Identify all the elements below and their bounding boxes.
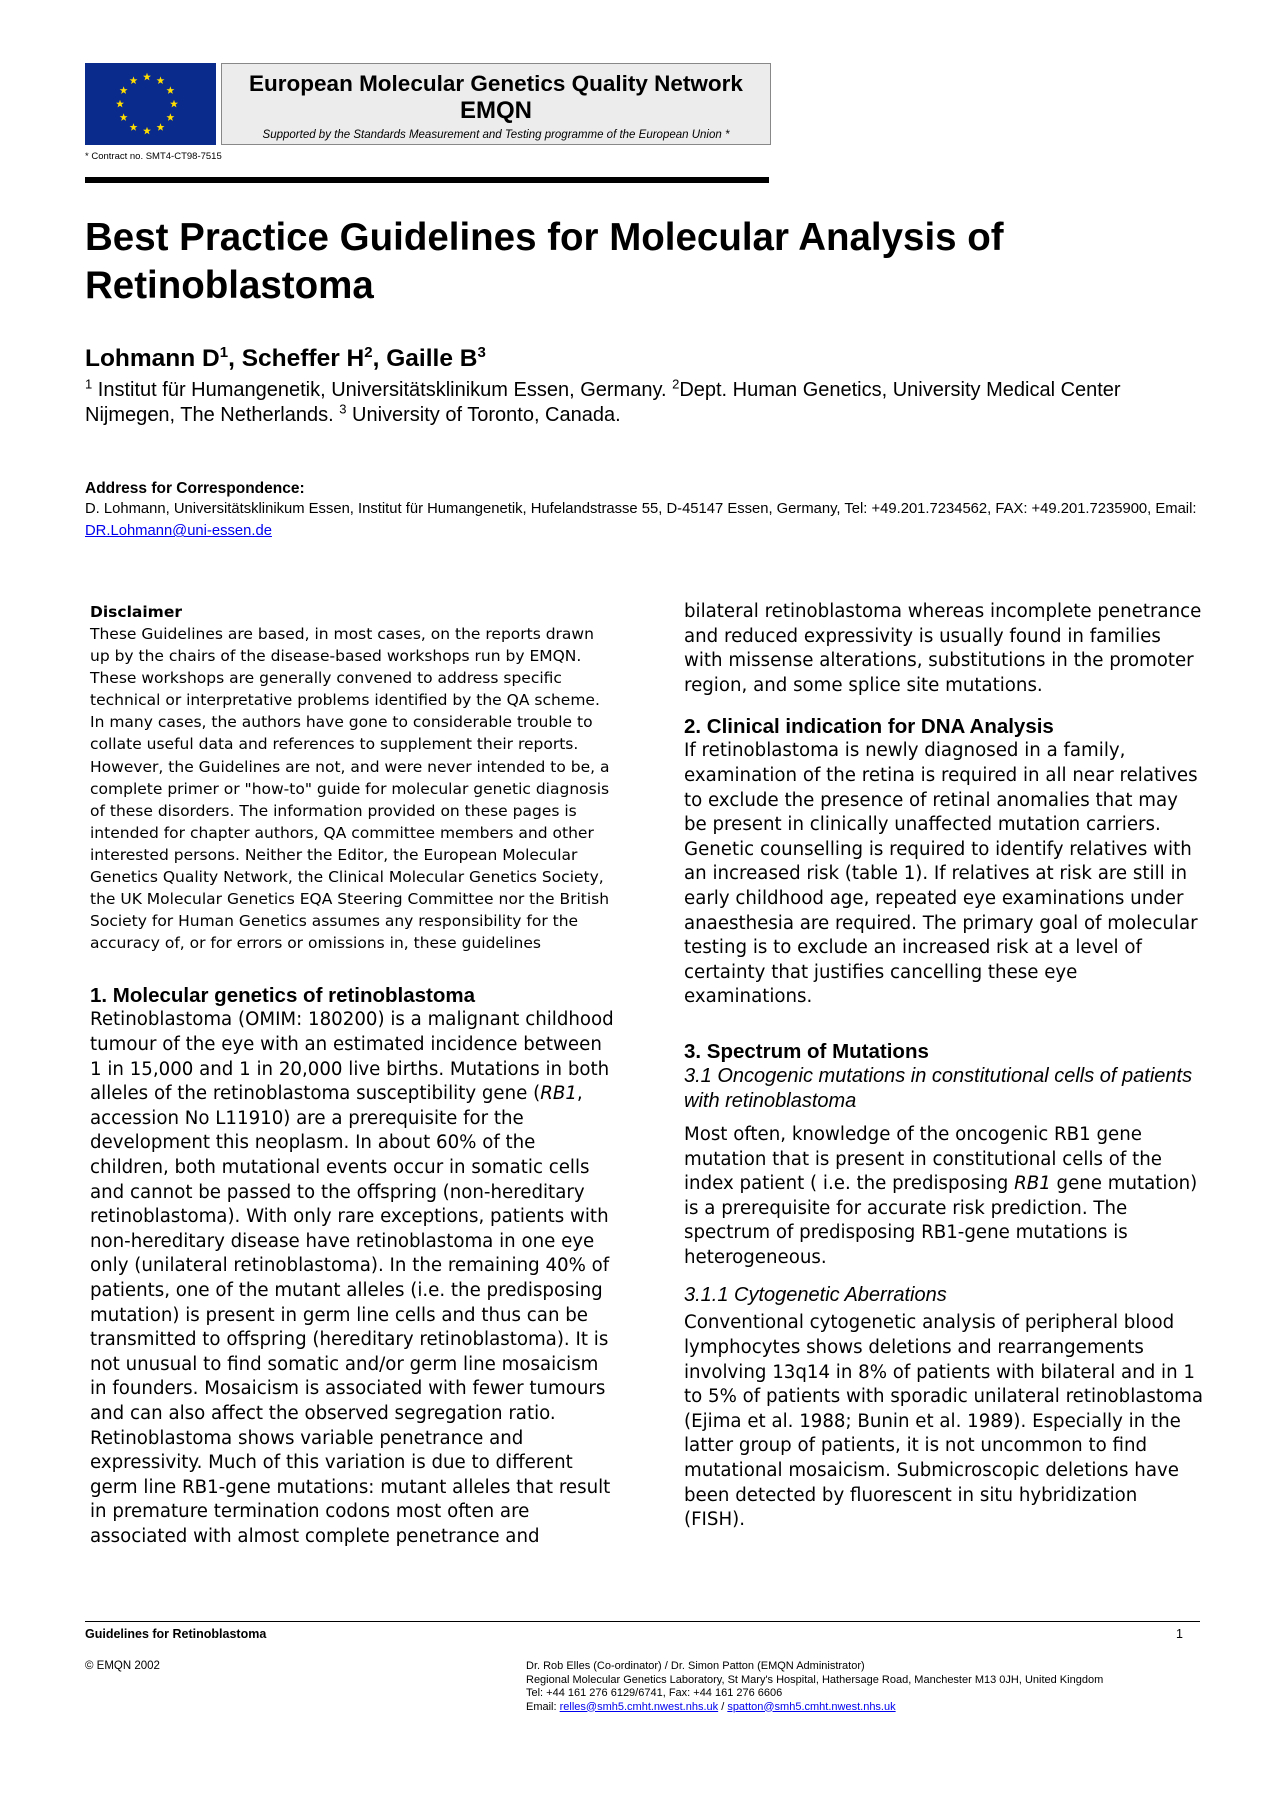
section-3-1-1-text: Conventional cytogenetic analysis of peripheral blood lymphocytes shows deletions and rearrangements involving 13q14 in 8% of patients with bilateral and in 1 to 5% of patients with sporadic unilateral retinoblastoma (Ejima et al. 1988; Bunin et al. 1989). Especially in the latter group of patients, it is not uncommon to find mutational mosaicism. Submicroscopic deletions have been detected by fluorescent in situ hybridization (FISH).	[684, 1312, 1204, 1531]
footer-contact-line: Tel: +44 161 276 6129/6741, Fax: +44 161 276 6606	[526, 1687, 783, 1699]
section-3-1-text	[684, 1123, 1204, 1271]
section-3-1-1-heading: 3.1.1 Cytogenetic Aberrations	[684, 1284, 947, 1307]
section-1-text-part: Retinoblastoma (OMIM: 180200) is a malignant childhood tumour of the eye with an estimated incidence between 1 in 15,000 and 1 in 20,000 live births. Mutations in both alleles of the retinoblastoma susceptibility gene (	[90, 1009, 614, 1105]
support-text: Supported by the Standards Measurement and Testing programme of the European Union *	[262, 129, 730, 141]
footer-contact-line: Regional Molecular Genetics Laboratory, St Mary's Hospital, Hathersage Road, Manchester M13 0JH, United Kingdom	[526, 1673, 1104, 1686]
correspondence-text: D. Lohmann, Universitätsklinikum Essen, Institut für Humangenetik, Hufelandstrasse 55, D-45147 Essen, Germany, Tel: +49.201.7234562, FAX: +49.201.7235900, Email:	[85, 501, 1197, 517]
emqn-header-box	[221, 63, 771, 145]
eu-flag-stars	[85, 63, 216, 145]
correspondence-heading: Address for Correspondence:	[85, 480, 305, 497]
footer-contact-line: Dr. Rob Elles (Co-ordinator) / Dr. Simon Patton (EMQN Administrator)	[526, 1660, 865, 1672]
affil-mark: 1	[85, 376, 93, 392]
author-name: Scheffer H	[241, 345, 365, 372]
star-icon	[166, 86, 174, 94]
star-icon	[157, 76, 165, 84]
star-icon	[130, 123, 138, 131]
document-title: Best Practice Guidelines for Molecular Analysis of Retinoblastoma	[85, 216, 1004, 307]
affil-text: Dept. Human Genetics, University Medical Center Nijmegen, The Netherlands.	[85, 379, 1121, 426]
affil-mark: 2	[672, 376, 680, 392]
footer-email-link[interactable]: spatton@smh5.cmht.nwest.nhs.uk	[727, 1700, 896, 1713]
section-2-text: If retinoblastoma is newly diagnosed in a family, examination of the retina is required in all near relatives to exclude the presence of retinal anomalies that may be present in clinically unaffected mutation carriers. Genetic counselling is required to identify relatives with an increased risk (table 1). If relatives at risk are still in early childhood age, repeated eye examinations under anaesthesia are required. The primary goal of molecular testing is to exclude an increased risk at a level of certainty that justifies cancelling these eye examinations.	[684, 740, 1198, 1008]
author-sep: ,	[228, 345, 242, 372]
continued-text: bilateral retinoblastoma whereas incomplete penetrance and reduced expressivity is usually found in families with missense alterations, substitutions in the promoter region, and some splice site mutations.	[684, 601, 1202, 696]
star-icon	[130, 76, 138, 84]
correspondence-address	[85, 498, 1205, 542]
header-rule	[85, 177, 769, 183]
star-icon	[143, 73, 151, 81]
right-column	[684, 600, 1204, 1533]
affil-mark: 3	[339, 401, 347, 417]
author-name: Gaille B	[386, 345, 478, 372]
disclaimer-text: These Guidelines are based, in most cases, on the reports drawn up by the chairs of the disease-based workshops run by EMQN. These workshops are generally convened to address specific technical or interpretative problems identified by the QA scheme. In many cases, the authors have gone to considerable trouble to collate useful data and references to supplement their reports. However, the Guidelines are not, and were never intended to be, a complete primer or "how-to" guide for molecular genetic diagnosis of these disorders. The information provided on these pages is intended for chapter authors, QA committee members and other interested persons. Neither the Editor, the European Molecular Genetics Quality Network, the Clinical Molecular Genetics Society, the UK Molecular Genetics EQA Steering Committee nor the British Society for Human Genetics assumes any responsibility for the accuracy of, or for errors or omissions in, these guidelines	[90, 625, 610, 953]
star-icon	[120, 86, 128, 94]
author-sep: ,	[372, 345, 387, 372]
correspondence-email-link[interactable]: DR.Lohmann@uni-essen.de	[85, 523, 272, 539]
star-icon	[166, 113, 174, 121]
author-name: Lohmann D	[85, 345, 220, 372]
org-name: European Molecular Genetics Quality Network	[249, 71, 743, 96]
author-affil-mark: 1	[219, 343, 229, 361]
star-icon	[157, 123, 165, 131]
star-icon	[143, 127, 151, 135]
footer-email-link[interactable]: relles@smh5.cmht.nwest.nhs.uk	[559, 1700, 719, 1713]
section-3-1-text-part: gene mutation) is a prerequisite for accurate risk prediction. The spectrum of predisposing RB1-gene mutations is heterogeneous.	[684, 1173, 1198, 1268]
section-2-heading: 2. Clinical indication for DNA Analysis	[684, 715, 1054, 739]
org-abbr: EMQN	[460, 97, 532, 124]
footer-copyright: © EMQN 2002	[85, 1660, 160, 1672]
gene-name: RB1	[1014, 1173, 1051, 1195]
footer-rule	[85, 1621, 1200, 1622]
footer-contact	[526, 1660, 1103, 1714]
footer-title: Guidelines for Retinoblastoma	[85, 1627, 267, 1641]
left-column	[90, 600, 615, 1549]
section-3-heading: 3. Spectrum of Mutations	[684, 1039, 929, 1063]
author-list	[85, 344, 486, 374]
footer-email-label: Email:	[526, 1700, 560, 1713]
affil-text: University of Toronto, Canada.	[346, 404, 621, 426]
section-3-1-heading: 3.1 Oncogenic mutations in constitutional cells of patients with retinoblastoma	[684, 1064, 1193, 1112]
disclaimer-heading: Disclaimer	[90, 603, 182, 621]
eu-flag-icon	[85, 63, 216, 145]
contract-number: * Contract no. SMT4-CT98-7515	[85, 151, 222, 162]
author-affil-mark: 2	[364, 343, 373, 361]
footer-email-sep: /	[718, 1700, 728, 1713]
affiliations	[85, 378, 1185, 428]
star-icon	[116, 100, 124, 108]
section-1-text	[90, 1008, 615, 1549]
gene-name: RB1	[540, 1083, 577, 1105]
star-icon	[120, 113, 128, 121]
footer-email-line	[526, 1701, 1103, 1715]
section-1-heading: 1. Molecular genetics of retinoblastoma	[90, 984, 476, 1008]
section-1-text-part: , accession No L11910) are a prerequisite for the development this neoplasm. In about 60% of the children, both mutational events occur in somatic cells and cannot be passed to the offspring (non-hereditary retinoblastoma). With only rare exceptions, patients with non-hereditary disease have retinoblastoma in one eye only (unilateral retinoblastoma). In the remaining 40% of patients, one of the mutant alleles (i.e. the predisposing mutation) is present in germ line cells and thus can be transmitted to offspring (hereditary retinoblastoma). It is not unusual to find somatic and/or germ line mosaicism in founders. Mosaicism is associated with fewer tumours and can also affect the observed segregation ratio. Retinoblastoma shows variable penetrance and expressivity. Much of this variation is due to different germ line RB1-gene mutations: mutant alleles that result in premature termination codons most often are associated with almost complete penetrance and	[90, 1083, 611, 1547]
star-icon	[170, 100, 178, 108]
author-affil-mark: 3	[477, 343, 486, 361]
section-3-1-text-part: Most often, knowledge of the oncogenic RB1 gene mutation that is present in constitutional cells of the index patient ( i.e. the predisposing	[684, 1123, 1162, 1195]
affil-text: Institut für Humangenetik, Universitätsklinikum Essen, Germany.	[92, 379, 673, 401]
page-number: 1	[1176, 1627, 1183, 1641]
